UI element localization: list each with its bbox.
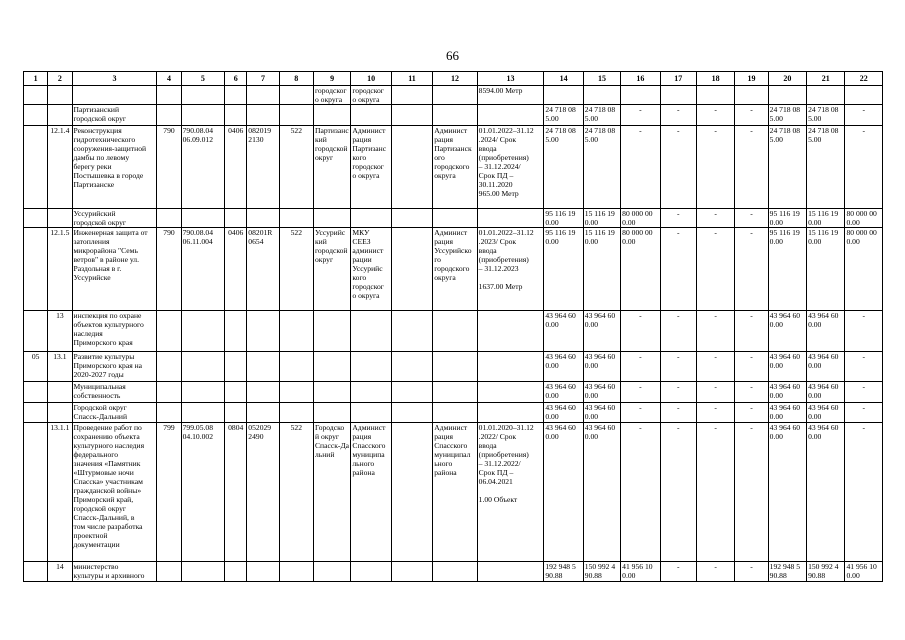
table-cell (313, 382, 350, 403)
table-cell (181, 86, 224, 105)
table-cell (391, 403, 432, 423)
table-cell: - (735, 382, 768, 403)
table-cell: 799.05.08 04.10.002 (181, 423, 224, 562)
table-cell: 15 116 19 0.00 (583, 228, 620, 311)
table-cell (279, 352, 313, 382)
table-cell: Инженерная защита от затопления микрорайона "Семь ветров" в районе ул. Раздольная в г. Уссурийске (72, 228, 157, 311)
table-cell: - (735, 209, 768, 228)
table-cell: - (621, 382, 660, 403)
table-cell (433, 311, 477, 352)
table-cell: 43 964 60 0.00 (544, 423, 583, 562)
table-cell (583, 86, 620, 105)
table-cell: - (621, 352, 660, 382)
column-header: 14 (544, 72, 583, 86)
table-cell: 150 992 4 90.88 (583, 562, 620, 582)
table-cell (24, 311, 48, 352)
table-cell: 95 116 19 0.00 (544, 209, 583, 228)
table-cell (157, 86, 181, 105)
table-cell (24, 403, 48, 423)
table-cell: 24 718 08 5.00 (544, 105, 583, 126)
table-cell (279, 209, 313, 228)
table-cell (181, 562, 224, 582)
table-cell: 43 964 60 0.00 (768, 423, 806, 562)
table-cell (351, 105, 391, 126)
table-cell: - (621, 403, 660, 423)
table-cell: - (845, 382, 883, 403)
table-cell (225, 209, 247, 228)
table-cell: - (621, 423, 660, 562)
table-cell: 13.1 (48, 352, 72, 382)
table-cell (24, 562, 48, 582)
column-header: 12 (433, 72, 477, 86)
table-cell: - (845, 352, 883, 382)
table-cell: 522 (279, 126, 313, 209)
table-cell (845, 86, 883, 105)
table-cell: - (735, 403, 768, 423)
table-cell: 522 (279, 228, 313, 311)
table-cell (433, 86, 477, 105)
table-cell (279, 105, 313, 126)
table-cell: 43 964 60 0.00 (768, 382, 806, 403)
table-row (24, 126, 883, 209)
table-cell (477, 382, 544, 403)
table-cell: - (660, 311, 696, 352)
table-cell (391, 311, 432, 352)
table-cell: 95 116 19 0.00 (768, 228, 806, 311)
table-cell (225, 403, 247, 423)
table-cell (24, 382, 48, 403)
table-cell: городског о округа (313, 86, 350, 105)
table-cell: - (696, 352, 734, 382)
table-cell (157, 403, 181, 423)
table-cell: 43 964 60 0.00 (807, 423, 845, 562)
column-header: 5 (181, 72, 224, 86)
table-cell (225, 562, 247, 582)
table-cell: - (696, 228, 734, 311)
table-cell: - (845, 311, 883, 352)
table-cell: - (735, 352, 768, 382)
table-cell: 41 956 10 0.00 (845, 562, 883, 582)
table-cell: 43 964 60 0.00 (807, 382, 845, 403)
table-cell: - (660, 352, 696, 382)
table-cell (735, 86, 768, 105)
table-cell (621, 86, 660, 105)
table-cell (279, 311, 313, 352)
table-cell: - (735, 126, 768, 209)
table-cell (247, 562, 279, 582)
table-cell (48, 86, 72, 105)
table-row (24, 311, 883, 352)
table-cell: Уссурийс кий городской округ (313, 228, 350, 311)
table-cell (247, 209, 279, 228)
table-cell (48, 105, 72, 126)
table-cell (433, 105, 477, 126)
column-header: 8 (279, 72, 313, 86)
table-cell: - (621, 126, 660, 209)
table-cell: 41 956 10 0.00 (621, 562, 660, 582)
table-cell (391, 382, 432, 403)
column-header: 9 (313, 72, 350, 86)
table-cell (24, 126, 48, 209)
table-cell: Городско й округ Спасск-Да льний (313, 423, 350, 562)
table-cell (24, 228, 48, 311)
table-cell (477, 105, 544, 126)
table-cell (157, 562, 181, 582)
table-row (24, 228, 883, 311)
table-cell (48, 403, 72, 423)
table-row (24, 382, 883, 403)
table-cell: 43 964 60 0.00 (583, 311, 620, 352)
table-cell (351, 403, 391, 423)
table-cell: 799 (157, 423, 181, 562)
table-header-row (24, 72, 883, 86)
table-cell (24, 86, 48, 105)
table-cell (433, 352, 477, 382)
table-cell (181, 311, 224, 352)
table-cell: 95 116 19 0.00 (544, 228, 583, 311)
table-row (24, 423, 883, 562)
table-cell: 80 000 00 0.00 (621, 209, 660, 228)
table-cell: министерство культуры и архивного (72, 562, 157, 582)
column-header: 2 (48, 72, 72, 86)
objects-table (23, 71, 883, 582)
table-cell (181, 403, 224, 423)
table-cell (477, 562, 544, 582)
table-cell (391, 562, 432, 582)
table-cell (157, 382, 181, 403)
table-cell (247, 403, 279, 423)
table-cell: 05 (24, 352, 48, 382)
table-cell: 150 992 4 90.88 (807, 562, 845, 582)
table-cell: 15 116 19 0.00 (807, 209, 845, 228)
table-cell: 790.08.04 06.09.012 (181, 126, 224, 209)
table-cell (157, 311, 181, 352)
table-cell: Городской округ Спасск-Дальний (72, 403, 157, 423)
table-cell: 192 948 5 90.88 (544, 562, 583, 582)
table-cell: 24 718 08 5.00 (768, 105, 806, 126)
column-header: 22 (845, 72, 883, 86)
column-header: 17 (660, 72, 696, 86)
table-cell: - (735, 423, 768, 562)
table-cell: 0406 (225, 228, 247, 311)
column-header: 15 (583, 72, 620, 86)
column-header: 21 (807, 72, 845, 86)
table-cell: - (735, 105, 768, 126)
table-cell: - (845, 105, 883, 126)
table-cell: 43 964 60 0.00 (807, 352, 845, 382)
table-cell (247, 86, 279, 105)
table-cell (477, 403, 544, 423)
column-header: 4 (157, 72, 181, 86)
table-cell (247, 105, 279, 126)
table-cell: 0804 (225, 423, 247, 562)
table-cell: 12.1.4 (48, 126, 72, 209)
table-row (24, 86, 883, 105)
table-cell: 24 718 08 5.00 (583, 105, 620, 126)
column-header: 11 (391, 72, 432, 86)
table-cell: Реконструкция гидротехнического сооружения-защитной дамбы по левому берегу реки Постышевка в городе Партизанске (72, 126, 157, 209)
table-cell (351, 209, 391, 228)
table-cell: - (696, 311, 734, 352)
table-row (24, 562, 883, 582)
table-cell (313, 105, 350, 126)
table-cell: 13.1.1 (48, 423, 72, 562)
column-header: 19 (735, 72, 768, 86)
table-cell: 01.01.2020–31.12 .2022/ Срок ввода (приобретения) – 31.12.2022/ Срок ПД – 06.04.2021 1.00 Объект (477, 423, 544, 562)
table-cell: 95 116 19 0.00 (768, 209, 806, 228)
table-cell (225, 382, 247, 403)
table-cell: 24 718 08 5.00 (807, 126, 845, 209)
table-cell: 43 964 60 0.00 (544, 382, 583, 403)
table-cell (48, 382, 72, 403)
table-cell (391, 228, 432, 311)
table-cell: Развитие культуры Приморского края на 2020-2027 годы (72, 352, 157, 382)
table-cell (24, 209, 48, 228)
table-cell: - (845, 423, 883, 562)
table-cell: 24 718 08 5.00 (544, 126, 583, 209)
column-header: 13 (477, 72, 544, 86)
table-cell: 790 (157, 126, 181, 209)
table-cell: Муниципальная собственность (72, 382, 157, 403)
table-cell: - (696, 382, 734, 403)
table-cell (477, 209, 544, 228)
table-cell: 80 000 00 0.00 (845, 209, 883, 228)
table-cell: - (660, 382, 696, 403)
table-cell: 01.01.2022–31.12 .2024/ Срок ввода (приобретения) – 31.12.2024/ Срок ПД – 30.11.2020 965.00 Метр (477, 126, 544, 209)
table-cell: 24 718 08 5.00 (807, 105, 845, 126)
table-cell: 15 116 19 0.00 (807, 228, 845, 311)
table-cell: Уссурийский городской округ (72, 209, 157, 228)
table-cell: - (660, 126, 696, 209)
table-cell: 43 964 60 0.00 (768, 352, 806, 382)
table-cell: 0406 (225, 126, 247, 209)
table-cell (313, 403, 350, 423)
table-cell: 43 964 60 0.00 (583, 403, 620, 423)
table-cell: 24 718 08 5.00 (768, 126, 806, 209)
table-cell: 08201R 0654 (247, 228, 279, 311)
table-cell: 43 964 60 0.00 (583, 382, 620, 403)
table-cell (279, 86, 313, 105)
table-cell (157, 352, 181, 382)
table-row (24, 403, 883, 423)
column-header: 10 (351, 72, 391, 86)
table-cell (477, 352, 544, 382)
column-header: 3 (72, 72, 157, 86)
table-cell (351, 562, 391, 582)
table-cell (279, 562, 313, 582)
table-cell (279, 382, 313, 403)
table-cell (279, 403, 313, 423)
table-cell: 082019 2130 (247, 126, 279, 209)
table-cell: 052029 2490 (247, 423, 279, 562)
table-cell (225, 105, 247, 126)
table-cell (433, 403, 477, 423)
table-cell (313, 209, 350, 228)
table-cell: - (845, 126, 883, 209)
table-cell (433, 562, 477, 582)
table-cell (24, 105, 48, 126)
table-cell (48, 209, 72, 228)
table-cell: 192 948 5 90.88 (768, 562, 806, 582)
table-body (24, 72, 883, 582)
table-cell: - (696, 209, 734, 228)
table-cell: 790 (157, 228, 181, 311)
table-cell: - (621, 105, 660, 126)
table-cell: - (735, 228, 768, 311)
table-cell: Админист рация Партизанск ого городского округа (433, 126, 477, 209)
table-cell (433, 209, 477, 228)
table-row (24, 105, 883, 126)
table-cell: - (735, 562, 768, 582)
table-cell: 01.01.2022–31.12 .2023/ Срок ввода (приобретения) – 31.12.2023 1637.00 Метр (477, 228, 544, 311)
table-cell (391, 105, 432, 126)
table-cell (807, 86, 845, 105)
table-cell: городског о округа (351, 86, 391, 105)
table-cell: 43 964 60 0.00 (768, 311, 806, 352)
table-row (24, 209, 883, 228)
table-cell: МКУ СЕЕЗ админист рации Уссурийс кого городског о округа (351, 228, 391, 311)
table-cell (433, 382, 477, 403)
column-header: 6 (225, 72, 247, 86)
table-cell: 43 964 60 0.00 (768, 403, 806, 423)
table-cell: 8594.00 Метр (477, 86, 544, 105)
table-cell: 24 718 08 5.00 (583, 126, 620, 209)
table-cell: 43 964 60 0.00 (807, 311, 845, 352)
table-cell (391, 209, 432, 228)
table-cell: - (660, 209, 696, 228)
table-cell: 12.1.5 (48, 228, 72, 311)
column-header: 7 (247, 72, 279, 86)
table-cell (181, 209, 224, 228)
table-cell: 790.08.04 06.11.004 (181, 228, 224, 311)
table-cell: Партизанс кий городской округ (313, 126, 350, 209)
table-cell: - (660, 105, 696, 126)
table-cell (225, 311, 247, 352)
table-cell (391, 86, 432, 105)
table-cell: - (735, 311, 768, 352)
table-cell (544, 86, 583, 105)
table-cell (247, 352, 279, 382)
table-cell: 43 964 60 0.00 (544, 352, 583, 382)
table-cell (225, 86, 247, 105)
table-cell: - (845, 403, 883, 423)
table-cell: - (660, 228, 696, 311)
table-cell (247, 382, 279, 403)
table-cell: 13 (48, 311, 72, 352)
table-cell: 43 964 60 0.00 (544, 311, 583, 352)
table-cell: - (696, 423, 734, 562)
table-cell (247, 311, 279, 352)
table-cell: 14 (48, 562, 72, 582)
table-row (24, 352, 883, 382)
table-cell (351, 311, 391, 352)
table-cell (660, 86, 696, 105)
table-cell: 43 964 60 0.00 (583, 352, 620, 382)
table-cell (181, 352, 224, 382)
table-cell: Проведение работ по сохранению объекта культурного наследия федерального значения «Памятник «Штурмовые ночи Спасска» участникам гражданской войны» Приморский край, городской округ Спасск-Дальний, в том числе разработка проектной документации (72, 423, 157, 562)
table-cell: инспекция по охране объектов культурного наследия Приморского края (72, 311, 157, 352)
table-cell: - (660, 423, 696, 562)
table-cell: 522 (279, 423, 313, 562)
table-cell (351, 382, 391, 403)
table-cell: - (696, 562, 734, 582)
table-cell (313, 352, 350, 382)
table-cell (225, 352, 247, 382)
column-header: 16 (621, 72, 660, 86)
table-cell: 80 000 00 0.00 (845, 228, 883, 311)
table-cell (391, 352, 432, 382)
table-cell: 80 000 00 0.00 (621, 228, 660, 311)
table-cell (351, 352, 391, 382)
table-cell: 15 116 19 0.00 (583, 209, 620, 228)
table-cell: Админист рация Уссурийско го городского округа (433, 228, 477, 311)
table-cell: 43 964 60 0.00 (807, 403, 845, 423)
table-cell (768, 86, 806, 105)
table-cell (157, 105, 181, 126)
table-cell (313, 311, 350, 352)
table-cell (157, 209, 181, 228)
table-cell (313, 562, 350, 582)
table-cell (181, 105, 224, 126)
column-header: 1 (24, 72, 48, 86)
table-cell: Партизанский городской округ (72, 105, 157, 126)
table-cell: - (696, 126, 734, 209)
table-cell (24, 423, 48, 562)
table-cell (181, 382, 224, 403)
table-cell (391, 423, 432, 562)
table-cell: - (621, 311, 660, 352)
table-cell: - (660, 403, 696, 423)
table-cell: Админист рация Партизанс кого городског о округа (351, 126, 391, 209)
table-cell: 43 964 60 0.00 (583, 423, 620, 562)
table-cell: Админист рация Спасского муниципа льного района (351, 423, 391, 562)
table-cell (696, 86, 734, 105)
table-cell (391, 126, 432, 209)
table-cell: Админист рация Спасского муниципал ьного района (433, 423, 477, 562)
table-cell (72, 86, 157, 105)
table-cell: - (696, 403, 734, 423)
table-cell: - (696, 105, 734, 126)
table-cell: 43 964 60 0.00 (544, 403, 583, 423)
page-number: 66 (446, 48, 459, 63)
table-cell (477, 311, 544, 352)
table-cell: - (660, 562, 696, 582)
column-header: 18 (696, 72, 734, 86)
column-header: 20 (768, 72, 806, 86)
